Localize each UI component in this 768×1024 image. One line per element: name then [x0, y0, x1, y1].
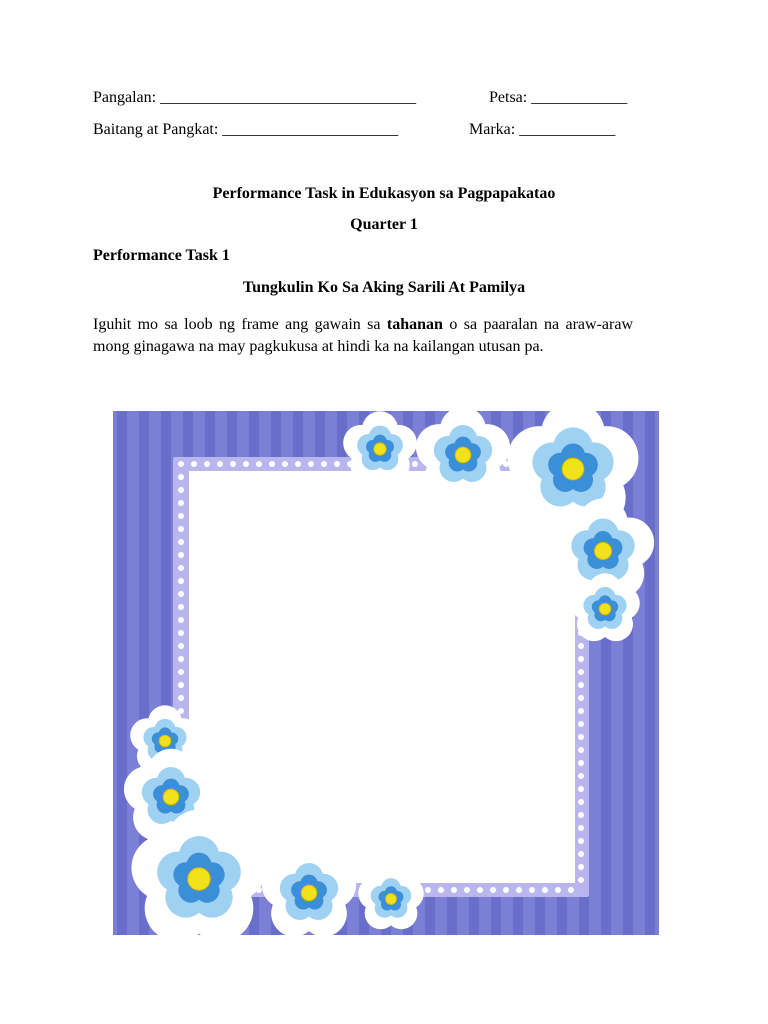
border-dot — [555, 887, 561, 893]
instructions-text-part1: Iguhit mo sa loob ng frame ang gawain sa — [93, 316, 387, 333]
border-dot — [308, 461, 314, 467]
score-field-label: Marka: ____________ — [469, 121, 616, 138]
border-dot — [578, 656, 584, 662]
quarter-label: Quarter 1 — [350, 216, 418, 233]
border-dot — [425, 887, 431, 893]
border-dot — [578, 786, 584, 792]
border-dot — [578, 682, 584, 688]
border-dot — [464, 887, 470, 893]
border-dot — [178, 591, 184, 597]
flower-center — [159, 735, 171, 747]
border-dot — [178, 604, 184, 610]
instructions-text-part2: o sa paaralan na araw-araw mong ginagawa na may pagkukusa at hindi ka na kailangan utusan pa. — [93, 316, 634, 355]
document-title: Performance Task in Edukasyon sa Pagpapakatao — [212, 185, 556, 202]
flower-center — [386, 894, 397, 905]
flower-center — [562, 458, 584, 480]
flower-center — [374, 443, 386, 455]
border-dot — [178, 500, 184, 506]
border-dot — [578, 708, 584, 714]
drawing-area[interactable] — [189, 471, 575, 883]
border-dot — [477, 887, 483, 893]
border-dot — [438, 887, 444, 893]
border-dot — [256, 461, 262, 467]
instructions-paragraph — [93, 314, 633, 358]
drawing-frame — [113, 411, 659, 935]
border-dot — [578, 877, 584, 883]
border-dot — [490, 887, 496, 893]
border-dot — [178, 630, 184, 636]
border-dot — [568, 887, 574, 893]
border-dot — [178, 513, 184, 519]
flower-center — [301, 885, 317, 901]
border-dot — [578, 773, 584, 779]
border-dot — [578, 669, 584, 675]
border-dot — [178, 552, 184, 558]
instructions-bold-word: tahanan — [386, 316, 443, 333]
border-dot — [178, 695, 184, 701]
date-field-label: Petsa: ____________ — [489, 89, 628, 106]
border-dot — [503, 887, 509, 893]
flower-center — [188, 868, 210, 890]
flower-center — [599, 603, 611, 615]
border-dot — [578, 812, 584, 818]
border-dot — [178, 656, 184, 662]
border-dot — [178, 526, 184, 532]
border-dot — [295, 461, 301, 467]
border-dot — [178, 487, 184, 493]
border-dot — [204, 461, 210, 467]
border-dot — [269, 461, 275, 467]
border-dot — [178, 461, 184, 467]
border-dot — [230, 461, 236, 467]
border-dot — [578, 734, 584, 740]
border-dot — [578, 799, 584, 805]
border-dot — [282, 461, 288, 467]
border-dot — [578, 851, 584, 857]
border-dot — [516, 887, 522, 893]
stripe — [117, 411, 127, 935]
border-dot — [578, 864, 584, 870]
border-dot — [191, 461, 197, 467]
border-dot — [578, 747, 584, 753]
border-dot — [578, 825, 584, 831]
task-label: Performance Task 1 — [93, 247, 230, 264]
border-dot — [178, 643, 184, 649]
border-dot — [412, 461, 418, 467]
border-dot — [529, 887, 535, 893]
name-field-label: Pangalan: ________________________________ — [93, 89, 417, 106]
border-dot — [217, 461, 223, 467]
border-dot — [578, 838, 584, 844]
flower-center — [595, 543, 612, 560]
flower-center — [163, 789, 179, 805]
border-dot — [178, 578, 184, 584]
stripe — [645, 411, 655, 935]
border-dot — [542, 887, 548, 893]
border-dot — [178, 565, 184, 571]
border-dot — [578, 643, 584, 649]
border-dot — [178, 669, 184, 675]
flower-center — [455, 447, 471, 463]
border-dot — [578, 695, 584, 701]
border-dot — [321, 461, 327, 467]
border-dot — [578, 760, 584, 766]
border-dot — [178, 617, 184, 623]
border-dot — [178, 682, 184, 688]
border-dot — [243, 461, 249, 467]
task-subtitle: Tungkulin Ko Sa Aking Sarili At Pamilya — [242, 279, 526, 296]
border-dot — [178, 474, 184, 480]
flower-frame-illustration — [113, 411, 659, 935]
border-dot — [334, 461, 340, 467]
grade-section-field-label: Baitang at Pangkat: ______________________ — [93, 121, 399, 138]
border-dot — [451, 887, 457, 893]
border-dot — [578, 721, 584, 727]
border-dot — [178, 539, 184, 545]
